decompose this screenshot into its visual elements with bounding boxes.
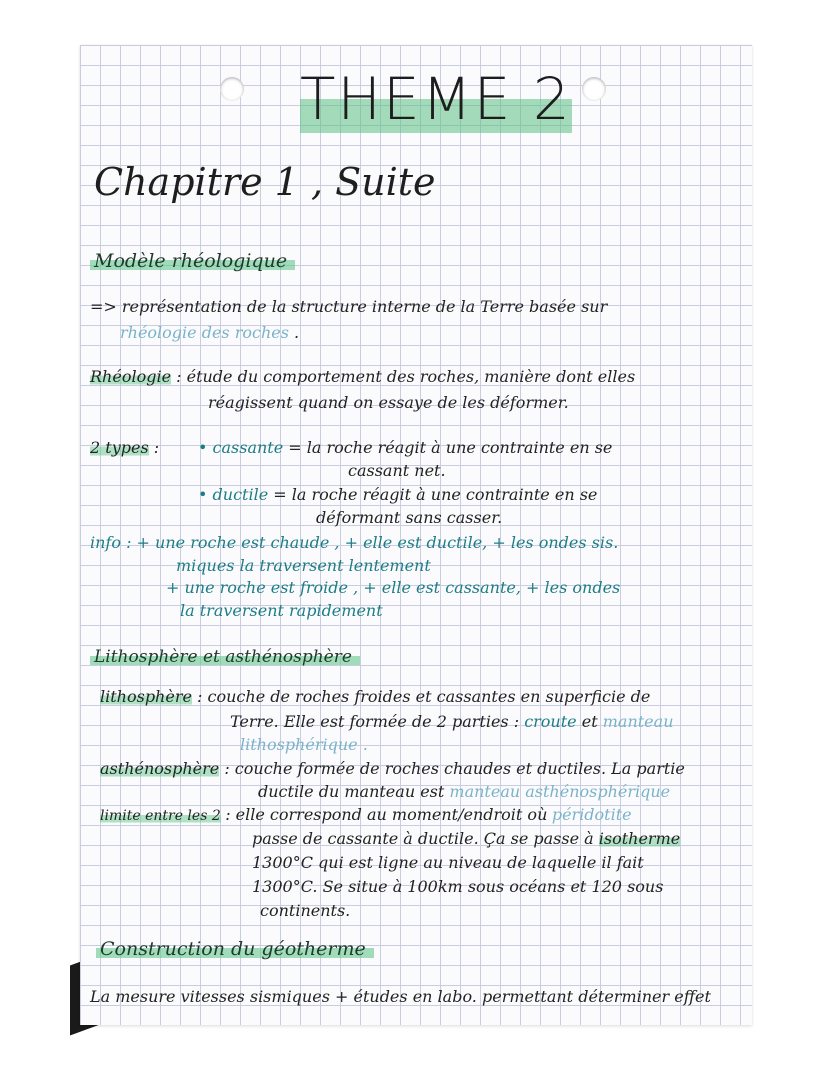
cassante-label: • cassante — [198, 438, 284, 457]
info-line-2: miques la traversent lentement — [176, 556, 431, 575]
litho-line-1 — [100, 687, 650, 706]
limite-line-5: continents. — [260, 901, 351, 920]
litho-et: et — [581, 712, 598, 731]
info-line-1 — [90, 533, 618, 552]
astheno-line-1 — [100, 759, 685, 778]
geotherme-line-1: La mesure vitesses sismiques + études en labo. permettant déterminer effet — [90, 987, 711, 1006]
info-line-4: la traversent rapidement — [180, 601, 383, 620]
definition-line-1: => représentation de la structure interne de la Terre basée sur — [90, 297, 608, 316]
ductile-text-1: = la roche réagit à une contrainte en se — [273, 485, 598, 504]
types-colon: : — [153, 438, 160, 457]
ductile-line-2: déformant sans casser. — [316, 508, 503, 527]
definition-line-2 — [120, 323, 299, 342]
section-heading-geotherme: Construction du géotherme — [96, 938, 374, 960]
cassante-line-2: cassant net. — [348, 461, 446, 480]
rheologie-line-2: réagissent quand on essaye de les déformer. — [208, 393, 569, 412]
ductile-label: • ductile — [198, 485, 269, 504]
limite-line-4: 1300°C. Se situe à 100km sous océans et 120 sous — [252, 877, 664, 896]
info-label: info : — [90, 533, 132, 552]
astheno-text-1: : couche formée de roches chaudes et ductiles. La partie — [224, 759, 685, 778]
binder-hole-left — [220, 77, 244, 101]
limite-peridotite: péridotite — [551, 805, 632, 824]
limite-term: limite entre les 2 — [100, 808, 221, 824]
litho-text-1: : couche de roches froides et cassantes en superficie de — [197, 687, 651, 706]
astheno-manteau: manteau asthénosphérique — [449, 782, 671, 801]
types-line — [90, 438, 159, 457]
litho-croute: croute — [524, 712, 577, 731]
rheologie-term: Rhéologie — [90, 367, 172, 386]
definition-period: . — [294, 323, 300, 342]
notebook-page — [80, 45, 752, 1025]
section-heading-lithosphere: Lithosphère et asthénosphère — [90, 647, 360, 667]
types-term: 2 types — [90, 438, 149, 457]
limite-isotherme: isotherme — [598, 829, 681, 848]
litho-term: lithosphère — [100, 687, 192, 706]
astheno-term: asthénosphère — [100, 759, 220, 778]
astheno-text-2: ductile du manteau est — [258, 782, 445, 801]
cassante-text-1: = la roche réagit à une contrainte en se — [288, 438, 613, 457]
definition-rheologie-term: rhéologie des roches — [120, 323, 289, 342]
rheologie-text-1: : étude du comportement des roches, manière dont elles — [176, 367, 636, 386]
rheologie-line-1 — [90, 367, 635, 386]
theme-title-text: THEME 2 — [300, 65, 572, 133]
litho-line-2 — [230, 712, 674, 731]
limite-text-2: passe de cassante à ductile. Ça se passe à — [252, 829, 594, 848]
limite-line-2 — [252, 829, 680, 848]
ductile-line-1 — [198, 485, 597, 504]
info-text-1: + une roche est chaude , + elle est ductile, + les ondes sis. — [136, 533, 619, 552]
litho-manteau: manteau — [602, 712, 674, 731]
limite-text-1: : elle correspond au moment/endroit où — [225, 805, 548, 824]
astheno-line-2 — [258, 782, 670, 801]
theme-title — [300, 65, 572, 133]
limite-line-3: 1300°C qui est ligne au niveau de laquelle il fait — [252, 853, 644, 872]
limite-line-1 — [100, 805, 632, 824]
section-heading-modele: Modèle rhéologique — [90, 250, 295, 272]
cassante-line-1 — [198, 438, 612, 457]
chapter-title: Chapitre 1 , Suite — [94, 160, 436, 204]
litho-line-3: lithosphérique . — [240, 735, 368, 754]
litho-text-2: Terre. Elle est formée de 2 parties : — [230, 712, 520, 731]
binder-hole-right — [582, 77, 606, 101]
info-line-3: + une roche est froide , + elle est cassante, + les ondes — [166, 578, 621, 597]
